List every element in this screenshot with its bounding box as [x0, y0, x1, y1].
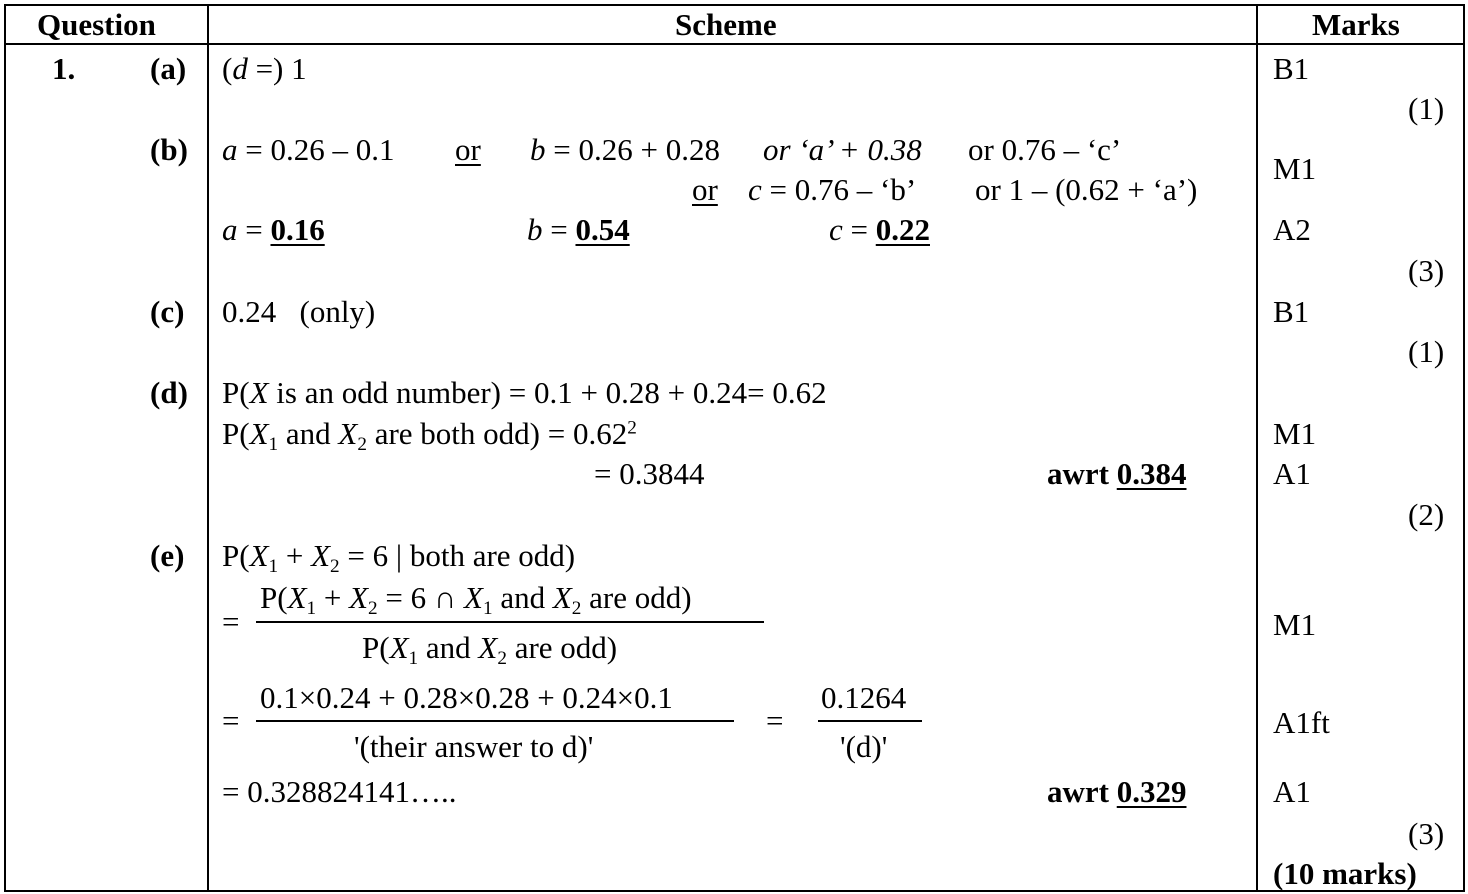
table-border-right [1463, 4, 1465, 892]
part-e-frac1-numerator: $P(X_1 + X_2 = 6$ ∩ $X_1$ and $X_2$ are odd) [260, 580, 692, 619]
part-b-line2-a: c = 0.76 – ‘b’ [748, 172, 917, 207]
part-d-line3: = 0.3844 [594, 456, 705, 491]
part-a-mark: B1 [1273, 51, 1310, 86]
part-b-or-1: or [455, 132, 481, 167]
part-b-label: (b) [150, 132, 188, 167]
header-question: Question [37, 7, 156, 42]
part-e-frac1-bar [256, 621, 764, 623]
header-rule [4, 43, 1464, 45]
part-c-mark: B1 [1273, 294, 1310, 329]
part-c-total: (1) [1408, 334, 1445, 369]
part-d-awrt: awrt 0.384 [1047, 456, 1187, 491]
part-a-total: (1) [1408, 91, 1445, 126]
table-border-divider-1 [207, 4, 209, 892]
part-b-or-2: or [692, 172, 718, 207]
part-c-label: (c) [150, 294, 185, 329]
part-e-label: (e) [150, 538, 185, 573]
part-b-mark-1: M1 [1273, 151, 1317, 186]
part-e-frac3-numerator: 0.1264 [821, 680, 907, 715]
part-e-frac3-denominator: '(d)' [840, 729, 888, 764]
part-e-frac2-bar [256, 720, 734, 722]
header-scheme: Scheme [675, 7, 777, 42]
table-border-bottom [4, 890, 1464, 892]
part-c-scheme: 0.24 (only) [222, 294, 376, 329]
part-b-line1-b: b = 0.26 + 0.28 [530, 132, 720, 167]
part-e-frac2-denominator: '(their answer to d)' [354, 729, 594, 764]
part-e-total: (3) [1408, 816, 1445, 851]
part-b-c-value: c = 0.22 [829, 212, 930, 247]
part-b-a-value: a = 0.16 [222, 212, 325, 247]
part-b-line1-d: or 0.76 – ‘c’ [968, 132, 1122, 167]
part-e-mark-2: A1ft [1273, 705, 1330, 740]
part-e-equals-2: = [222, 703, 240, 738]
part-b-b-value: b = 0.54 [527, 212, 630, 247]
table-border-divider-2 [1256, 4, 1258, 892]
grand-total: (10 marks) [1273, 856, 1417, 891]
table-border-left [4, 4, 6, 892]
part-b-total: (3) [1408, 253, 1445, 288]
part-e-equals-1: = [222, 604, 240, 639]
part-e-mark-1: M1 [1273, 607, 1317, 642]
part-a-label: (a) [150, 51, 187, 86]
part-e-equals-3: = [766, 703, 784, 738]
question-number: 1. [52, 51, 76, 86]
part-b-line1-a: a = 0.26 – 0.1 [222, 132, 395, 167]
part-e-awrt: awrt 0.329 [1047, 774, 1187, 809]
part-d-mark-1: M1 [1273, 416, 1317, 451]
part-e-line1: $P(X_1 + X_2 = 6$ | both are odd) [222, 538, 576, 577]
part-e-frac1-denominator: $P(X_1$ and $X_2$ are odd) [362, 630, 618, 669]
part-d-mark-2: A1 [1273, 456, 1311, 491]
part-d-label: (d) [150, 375, 188, 410]
part-e-result: = 0.328824141….. [222, 774, 457, 809]
part-e-frac2-numerator: 0.1×0.24 + 0.28×0.28 + 0.24×0.1 [260, 680, 673, 715]
part-b-line1-c: or ‘a’ + 0.38 [763, 132, 922, 167]
part-a-scheme: (d =) 1 [222, 51, 307, 86]
part-e-frac3-bar [818, 720, 922, 722]
part-d-total: (2) [1408, 497, 1445, 532]
header-marks: Marks [1312, 7, 1400, 42]
part-e-mark-3: A1 [1273, 774, 1311, 809]
part-b-line2-b: or 1 – (0.62 + ‘a’) [975, 172, 1198, 207]
table-border-top [4, 4, 1464, 6]
part-a-answer: 1 [291, 51, 307, 86]
part-d-line1: P(X is an odd number) = 0.1 + 0.28 + 0.24= 0.62 [222, 375, 827, 410]
part-b-mark-2: A2 [1273, 212, 1311, 247]
part-d-line2: $P(X_1$ and $X_2$ are both $odd) = 0.62^2$ [222, 416, 637, 455]
